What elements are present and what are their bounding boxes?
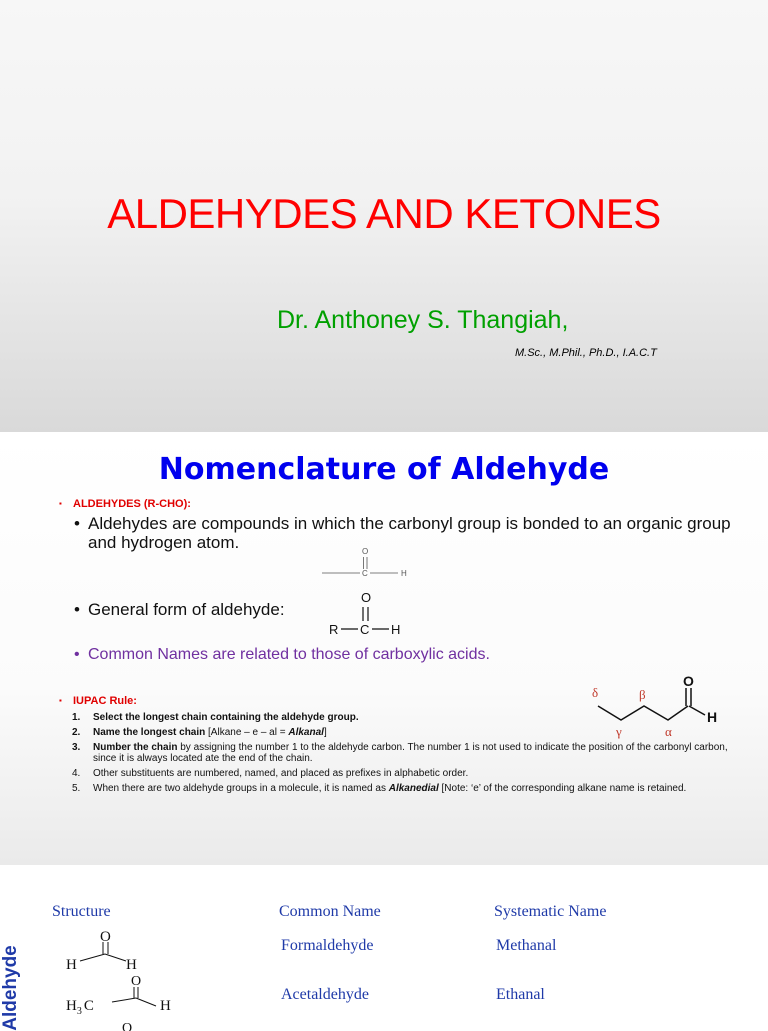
acetaldehyde-structure bbox=[60, 970, 190, 1031]
hydrogen-label: H bbox=[66, 957, 77, 973]
oxygen-label: O bbox=[362, 547, 369, 556]
rule-text: Other substituents are numbered, named, and placed as prefixes in alphabetic order. bbox=[93, 768, 469, 779]
rule-number: 4. bbox=[72, 768, 81, 779]
single-bond-line bbox=[136, 998, 156, 1006]
bullet: • bbox=[74, 600, 80, 619]
definition-text bbox=[74, 514, 748, 552]
carbonyl-structure-small bbox=[318, 544, 418, 584]
r-group-label: R bbox=[329, 622, 339, 637]
nomenclature-slide bbox=[0, 432, 768, 865]
common-names-text: Common Names are related to those of carboxylic acids. bbox=[88, 646, 490, 663]
general-aldehyde-structure bbox=[325, 590, 415, 640]
common-name-cell: Formaldehyde bbox=[281, 937, 374, 954]
rule-bold-text: Number the chain bbox=[93, 742, 178, 753]
rule-item bbox=[70, 712, 734, 723]
aldehyde-table-slide bbox=[0, 865, 768, 1031]
hydrogen-label: H bbox=[391, 622, 401, 637]
oxygen-label: O bbox=[361, 590, 372, 605]
bullet: • bbox=[74, 514, 80, 533]
hydrogen-label: H bbox=[126, 957, 137, 973]
section-label: ▪ ALDEHYDES (R-CHO): bbox=[73, 498, 191, 510]
hydrogen-label: H bbox=[401, 569, 407, 578]
rule-number: 5. bbox=[72, 783, 81, 794]
methyl-label: $H_3$ C bbox=[66, 998, 94, 1017]
systematic-name-cell: Methanal bbox=[496, 937, 557, 954]
common-names-note bbox=[74, 646, 490, 664]
rule-number: 1. bbox=[72, 712, 81, 723]
iupac-label: ▪ IUPAC Rule: bbox=[73, 695, 137, 707]
title-slide bbox=[0, 0, 768, 432]
definition-body: Aldehydes are compounds in which the carbonyl group is bonded to an organic group and hydrogen atom. bbox=[88, 514, 731, 552]
rule-item bbox=[70, 768, 734, 779]
oxygen-label: O bbox=[100, 929, 111, 945]
alpha-label: α bbox=[665, 724, 672, 739]
rule-item bbox=[70, 742, 734, 764]
formaldehyde-structure bbox=[60, 925, 180, 973]
carbon-label: C bbox=[360, 622, 370, 637]
rule-text: When there are two aldehyde groups in a molecule, it is named as bbox=[93, 783, 389, 794]
slide-title: Nomenclature of Aldehyde bbox=[158, 452, 610, 487]
beta-label: β bbox=[639, 687, 646, 702]
gamma-label: γ bbox=[616, 724, 622, 739]
rule-item bbox=[70, 727, 734, 738]
systematic-name-cell: Ethanal bbox=[496, 986, 545, 1003]
rule-number: 2. bbox=[72, 727, 81, 738]
rule-text-end: ] bbox=[323, 727, 327, 738]
column-header-systematic-name: Systematic Name bbox=[494, 903, 607, 920]
hydrogen-label: H bbox=[707, 709, 718, 725]
oxygen-label: O bbox=[683, 673, 694, 689]
single-bond-line bbox=[105, 954, 126, 961]
rule-bold-text: Name the longest chain bbox=[93, 727, 206, 738]
column-header-structure: Structure bbox=[52, 903, 111, 920]
general-form-label: General form of aldehyde: bbox=[88, 600, 285, 619]
carbon-label: C bbox=[362, 569, 368, 578]
rule-text: by assigning the number 1 to the aldehyde carbon. The number 1 is not used to indicate the position of the carbonyl carbon, since it is always located ate the end of the chain. bbox=[93, 742, 728, 764]
common-name-cell: Acetaldehyde bbox=[281, 986, 369, 1003]
rule-bold-text: Select the longest chain containing the aldehyde group. bbox=[93, 712, 359, 723]
rule-text-end: [Note: ‘e’ of the corresponding alkane name is retained. bbox=[438, 783, 687, 794]
bullet: • bbox=[74, 646, 80, 663]
side-label: Aldehyde bbox=[0, 945, 21, 1031]
rule-number: 3. bbox=[72, 742, 81, 753]
iupac-rules-list bbox=[70, 712, 734, 798]
partial-oxygen-label: O bbox=[122, 1021, 133, 1031]
single-bond-line bbox=[112, 998, 136, 1002]
single-bond-line bbox=[80, 954, 105, 961]
rule-emphasis: Alkanal bbox=[288, 727, 324, 738]
rule-item bbox=[70, 783, 734, 794]
general-form-text bbox=[74, 600, 285, 619]
oxygen-label: O bbox=[131, 974, 142, 989]
slide-title: ALDEHYDES AND KETONES bbox=[107, 190, 661, 237]
hydrogen-label: H bbox=[160, 998, 171, 1014]
delta-label: δ bbox=[592, 685, 599, 700]
rule-text: [Alkane – e – al = bbox=[205, 727, 289, 738]
author-qualifications: M.Sc., M.Phil., Ph.D., I.A.C.T bbox=[515, 347, 657, 359]
rule-emphasis: Alkanedial bbox=[388, 783, 439, 794]
author-name: Dr. Anthoney S. Thangiah, bbox=[277, 306, 569, 334]
column-header-common-name: Common Name bbox=[279, 903, 381, 920]
